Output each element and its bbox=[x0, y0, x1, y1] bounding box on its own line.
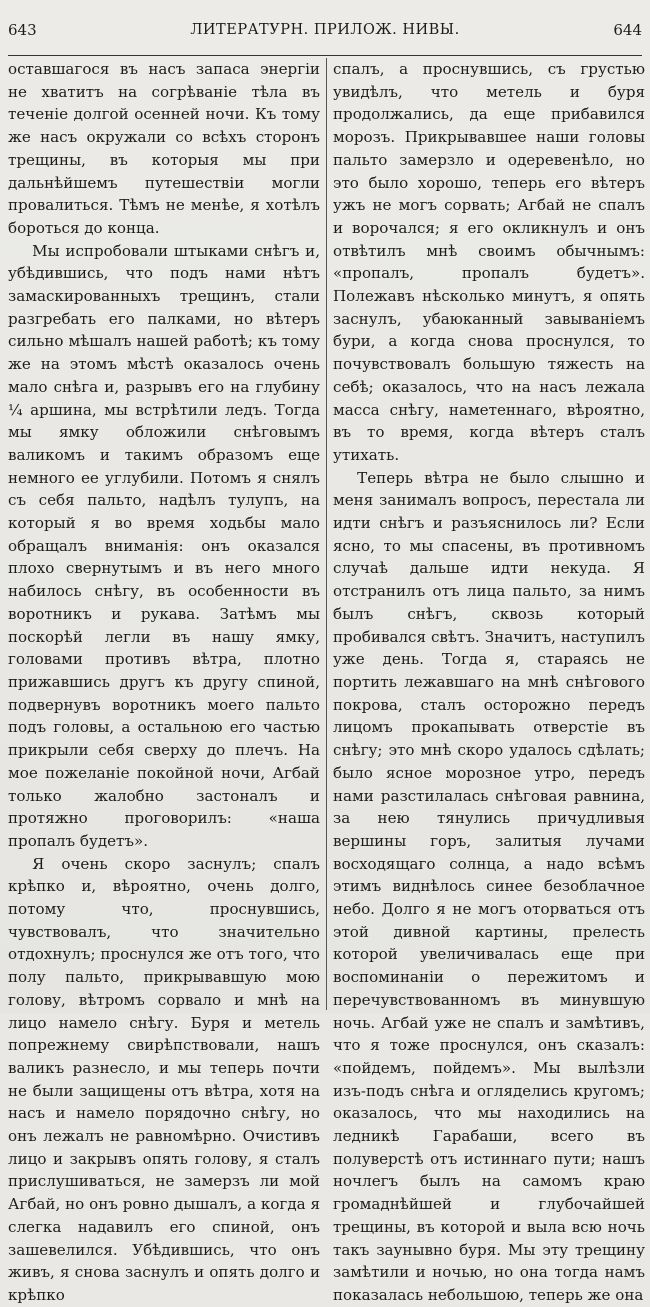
left-text-column bbox=[8, 58, 320, 1304]
paragraph: Мы испробовали штыками снѣгъ и, убѣдившись, что подъ нами нѣтъ замаскированныхъ трещинъ, стали разгребать его палками, но вѣтеръ сильно мѣшалъ нашей работѣ; къ тому же на этомъ мѣстѣ оказалось очень мало снѣга и, разрывъ его на глубину ¼ аршина, мы встрѣтили ледъ. Тогда мы ямку обложили снѣговымъ валикомъ и такимъ образомъ еще немного ее углубили. Потомъ я снялъ съ себя пальто, надѣлъ тулупъ, на который я во время ходьбы мало обращалъ вниманія: онъ оказался плохо свернутымъ и въ него много набилось снѣгу, въ особенности въ воротникъ и рукава. Затѣмъ мы поскорѣй легли въ нашу ямку, головами противъ вѣтра, плотно прижавшись другъ къ другу спиной, подвернувъ воротникъ моего пальто подъ головы, а остальною его частью прикрыли себя сверху до плечъ. На мое пожеланіе покойной ночи, Агбай только жалобно застоналъ и протяжно проговорилъ: «наша пропалъ будетъ». bbox=[8, 241, 320, 850]
right-text-column bbox=[333, 58, 645, 1304]
running-title: ЛИТЕРАТУРН. ПРИЛОЖ. НИВЫ. bbox=[190, 22, 460, 38]
right-page-number: 644 bbox=[613, 21, 642, 39]
header-rule bbox=[8, 55, 642, 56]
left-page-number: 643 bbox=[8, 21, 37, 39]
running-header bbox=[0, 18, 650, 44]
paragraph: Я очень скоро заснулъ; спалъ крѣпко и, вѣроятно, очень долго, потому что, проснувшись, чувствовалъ, что значительно отдохнулъ; проснулся же отъ того, что полу пальто, прикрывавшую мою голову, вѣтромъ сорвало и мнѣ на лицо намело снѣгу. Буря и метель попрежнему свирѣпствовали, нашъ валикъ разнесло, и мы теперь почти не были защищены отъ вѣтра, хотя на насъ и намело порядочно снѣгу, но онъ лежалъ не равномѣрно. Очистивъ лицо и закрывъ опять голову, я сталъ прислушиваться, не замерзъ ли мой Агбай, но онъ ровно дышалъ, а когда я слегка надавилъ его спиной, онъ зашевелился. Убѣдившись, что онъ живъ, я снова заснулъ и опять долго и крѣпко bbox=[8, 854, 320, 1304]
paragraph: Теперь вѣтра не было слышно и меня занималъ вопросъ, перестала ли идти снѣгъ и разъяснилось ли? Если ясно, то мы спасены, въ противномъ случаѣ дальше идти некуда. Я отстранилъ отъ лица пальто, за нимъ былъ снѣгъ, сквозь который пробивался свѣтъ. Значитъ, наступилъ уже день. Тогда я, стараясь не портить лежавшаго на мнѣ снѣгового покрова, сталъ осторожно передъ лицомъ прокапывать отверстіе въ снѣгу; это мнѣ скоро удалось сдѣлать; было ясное морозное утро, передъ нами разстилалась снѣговая равнина, за нею тянулись причудливыя вершины горъ, залитыя лучами восходящаго солнца, а надо всѣмъ этимъ виднѣлось синее безоблачное небо. Долго я не могъ оторваться отъ этой дивной картины, прелесть которой увеличивалась еще при воспоминаніи о пережитомъ и перечувствованномъ въ минувшую ночь. Агбай уже не спалъ и замѣтивъ, что я тоже проснулся, онъ сказалъ: «пойдемъ, пойдемъ». Мы вылѣзли изъ-подъ снѣга и огляделись кругомъ; оказалось, что мы находились на ледникѣ Гарабаши, всего въ полуверстѣ отъ истиннаго пути; нашъ ночлегъ былъ на самомъ краю громаднѣйшей и глубочайшей трещины, въ которой и выла всю ночь такъ заунывно буря. Мы эту трещину замѣтили и ночью, но она тогда намъ показалась небольшою, теперь же она bbox=[333, 468, 645, 1304]
column-divider bbox=[326, 58, 327, 1010]
paragraph: спалъ, а проснувшись, съ грустью увидѣлъ, что метель и буря продолжались, да еще прибавился морозъ. Прикрывавшее наши головы пальто замерзло и одеревенѣло, но это было хорошо, теперь его вѣтеръ ужъ не могъ сорвать; Агбай не спалъ и ворочался; я его окликнулъ и онъ отвѣтилъ мнѣ своимъ обычнымъ: «пропалъ, пропалъ будетъ». Полежавъ нѣсколько минутъ, я опять заснулъ, убаюканный завываніемъ бури, а когда снова проснулся, то почувствовалъ большую тяжесть на себѣ; оказалось, что на насъ лежала масса снѣгу, наметеннаго, вѣроятно, въ то время, когда вѣтеръ сталъ утихать. bbox=[333, 60, 645, 464]
paragraph: оставшагося въ насъ запаса энергіи не хватитъ на согрѣваніе тѣла въ теченіе долгой осенней ночи. Къ тому же насъ окружали со всѣхъ сторонъ трещины, въ которыя мы при дальнѣйшемъ путешествіи могли провалиться. Тѣмъ не менѣе, я хотѣлъ бороться до конца. bbox=[8, 60, 320, 237]
